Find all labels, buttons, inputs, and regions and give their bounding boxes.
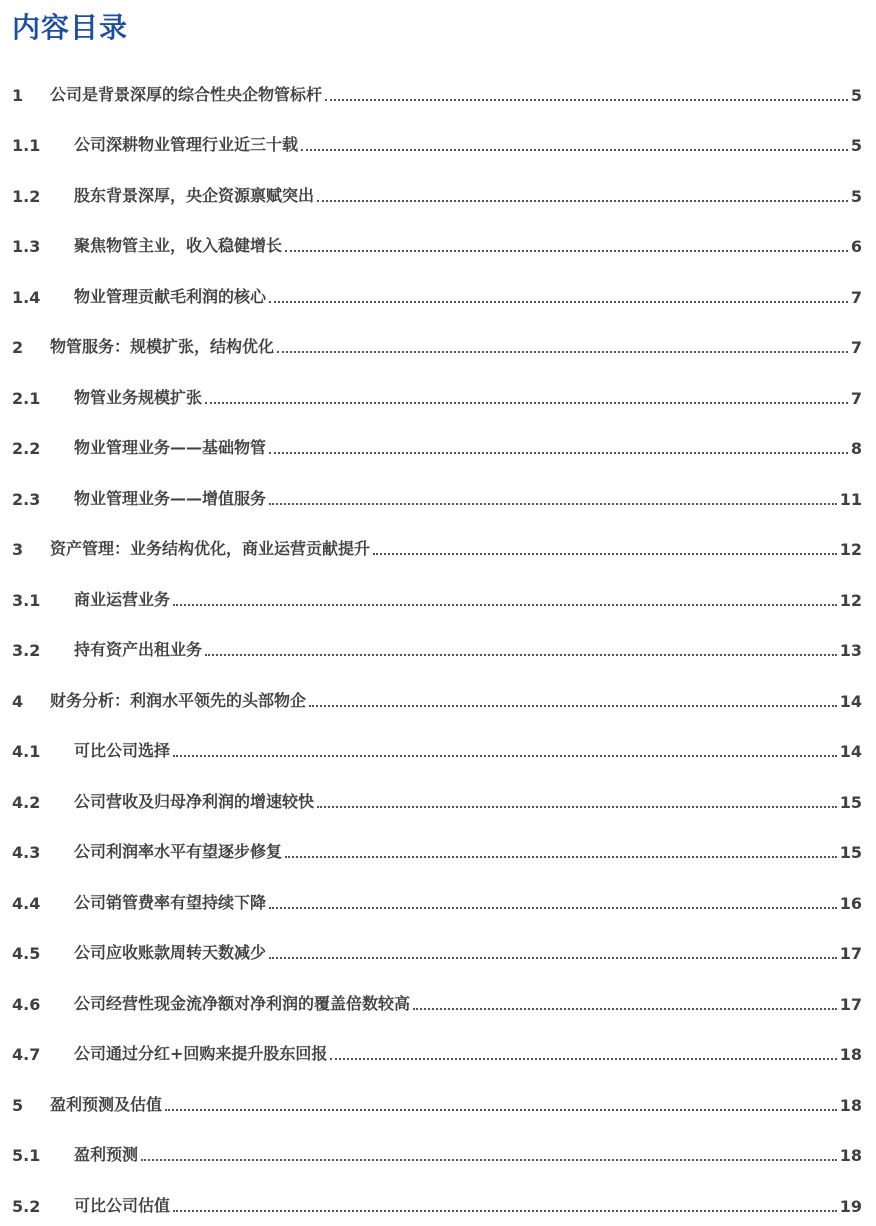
toc-entry-number: 4.1	[12, 742, 41, 761]
toc-entry[interactable]	[12, 872, 862, 923]
toc-entry-number: 2.2	[12, 439, 41, 458]
dot-leader	[269, 907, 837, 909]
toc-entry-page-number: 6	[850, 237, 862, 256]
toc-entry-title: 持有资产出租业务	[74, 640, 203, 659]
toc-entry[interactable]	[12, 822, 862, 873]
dot-leader	[317, 200, 848, 202]
toc-entry-number: 1.2	[12, 186, 41, 206]
toc-entry-number: 5	[12, 1095, 24, 1115]
toc-entry-page-number: 7	[850, 338, 862, 357]
toc-entry[interactable]	[12, 266, 862, 317]
toc-entry[interactable]	[12, 569, 862, 620]
toc-entry[interactable]	[12, 115, 862, 166]
toc-entry-page-number: 5	[850, 136, 862, 155]
toc-entry-number: 4.2	[12, 792, 41, 812]
toc-entry[interactable]	[12, 468, 862, 519]
dot-leader	[413, 1008, 837, 1010]
toc-entry-number: 4.7	[12, 1045, 41, 1064]
toc-entry-number: 2	[12, 338, 24, 357]
toc-entry-title: 可比公司选择	[74, 741, 171, 760]
toc-entry-title: 聚焦物管主业，收入稳健增长	[74, 236, 283, 255]
toc-entry-page-number: 18	[839, 1146, 862, 1165]
dot-leader	[173, 604, 837, 606]
toc-entry-page-number: 18	[839, 1095, 862, 1115]
toc-entry[interactable]	[12, 670, 862, 721]
dot-leader	[277, 351, 848, 353]
dot-leader	[269, 957, 837, 959]
toc-entry-number: 4.3	[12, 843, 41, 862]
toc-entry-title: 股东背景深厚，央企资源禀赋突出	[74, 185, 315, 205]
toc-entry-number: 2.1	[12, 388, 41, 408]
table-of-contents	[12, 64, 862, 1226]
dot-leader	[173, 755, 837, 757]
toc-entry-title: 公司利润率水平有望逐步修复	[74, 842, 283, 861]
toc-entry[interactable]	[12, 1024, 862, 1075]
toc-entry-title: 物业管理贡献毛利润的核心	[74, 286, 267, 306]
dot-leader	[205, 402, 848, 404]
toc-entry-number: 4	[12, 691, 24, 711]
toc-entry[interactable]	[12, 64, 862, 115]
toc-entry-page-number: 18	[839, 1045, 862, 1064]
toc-entry-number: 2.3	[12, 489, 41, 509]
toc-entry-page-number: 14	[839, 742, 862, 761]
toc-entry-page-number: 17	[839, 944, 862, 963]
dot-leader	[285, 250, 848, 252]
toc-entry-number: 1.3	[12, 237, 41, 256]
toc-entry-title: 公司深耕物业管理行业近三十载	[74, 135, 299, 154]
toc-entry[interactable]	[12, 216, 862, 267]
toc-entry[interactable]	[12, 1074, 862, 1125]
toc-entry-page-number: 12	[839, 540, 862, 559]
toc-entry-page-number: 16	[839, 893, 862, 913]
toc-entry-page-number: 15	[839, 843, 862, 862]
toc-entry-number: 5.2	[12, 1196, 41, 1216]
toc-entry-page-number: 15	[839, 792, 862, 812]
toc-entry-page-number: 7	[850, 287, 862, 307]
dot-leader	[269, 452, 848, 454]
toc-entry[interactable]	[12, 367, 862, 418]
toc-entry-title: 物业管理业务——基础物管	[74, 438, 267, 457]
toc-entry-page-number: 17	[839, 994, 862, 1014]
toc-entry-page-number: 19	[839, 1196, 862, 1216]
toc-entry-page-number: 7	[850, 388, 862, 408]
toc-entry-title: 盈利预测	[74, 1145, 139, 1164]
toc-entry[interactable]	[12, 1125, 862, 1176]
toc-entry-title: 物管服务：规模扩张，结构优化	[50, 337, 275, 356]
dot-leader	[173, 1210, 837, 1212]
dot-leader	[309, 705, 837, 707]
toc-entry-title: 财务分析：利润水平领先的头部物企	[50, 690, 307, 710]
toc-entry[interactable]	[12, 418, 862, 469]
toc-entry-page-number: 8	[850, 439, 862, 458]
dot-leader	[317, 806, 837, 808]
toc-entry-page-number: 13	[839, 641, 862, 660]
dot-leader	[285, 856, 837, 858]
toc-entry[interactable]	[12, 165, 862, 216]
toc-entry-number: 5.1	[12, 1146, 41, 1165]
toc-entry-number: 3.2	[12, 641, 41, 660]
toc-entry-page-number: 11	[839, 489, 862, 509]
dot-leader	[205, 654, 837, 656]
toc-entry-number: 4.4	[12, 893, 41, 913]
toc-entry[interactable]	[12, 923, 862, 974]
dot-leader	[301, 149, 848, 151]
toc-entry-page-number: 12	[839, 590, 862, 610]
toc-entry-title: 物业管理业务——增值服务	[74, 488, 267, 508]
toc-entry-title: 公司应收账款周转天数减少	[74, 943, 267, 962]
dot-leader	[373, 553, 837, 555]
toc-entry-number: 4.6	[12, 994, 41, 1014]
toc-entry-number: 1	[12, 85, 24, 105]
dot-leader	[269, 301, 848, 303]
toc-entry-title: 盈利预测及估值	[50, 1094, 163, 1114]
toc-entry[interactable]	[12, 771, 862, 822]
toc-entry-number: 3	[12, 540, 24, 559]
toc-entry-title: 资产管理：业务结构优化，商业运营贡献提升	[50, 539, 371, 558]
toc-entry-page-number: 5	[850, 186, 862, 206]
toc-entry-page-number: 14	[839, 691, 862, 711]
dot-leader	[330, 1058, 836, 1060]
toc-entry-page-number: 5	[850, 85, 862, 105]
toc-entry[interactable]	[12, 519, 862, 570]
toc-entry[interactable]	[12, 317, 862, 368]
toc-entry-title: 公司通过分红+回购来提升股东回报	[74, 1044, 328, 1063]
dot-leader	[269, 503, 837, 505]
toc-entry-title: 商业运营业务	[74, 589, 171, 609]
dot-leader	[165, 1109, 837, 1111]
toc-entry-title: 公司经营性现金流净额对净利润的覆盖倍数较高	[74, 993, 411, 1013]
page-title: 内容目录	[12, 11, 129, 44]
toc-entry-title: 可比公司估值	[74, 1195, 171, 1215]
dot-leader	[141, 1159, 837, 1161]
toc-entry-number: 3.1	[12, 590, 41, 610]
toc-entry-title: 公司销管费率有望持续下降	[74, 892, 267, 912]
toc-entry[interactable]	[12, 620, 862, 671]
toc-entry-title: 公司营收及归母净利润的增速较快	[74, 791, 315, 811]
toc-entry[interactable]	[12, 973, 862, 1024]
toc-entry-number: 1.1	[12, 136, 41, 155]
toc-entry-number: 4.5	[12, 944, 41, 963]
dot-leader	[325, 99, 848, 101]
toc-entry-title: 公司是背景深厚的综合性央企物管标杆	[50, 84, 323, 104]
toc-entry[interactable]	[12, 1175, 862, 1226]
toc-entry[interactable]	[12, 721, 862, 772]
toc-entry-title: 物管业务规模扩张	[74, 387, 203, 407]
toc-entry-number: 1.4	[12, 287, 41, 307]
